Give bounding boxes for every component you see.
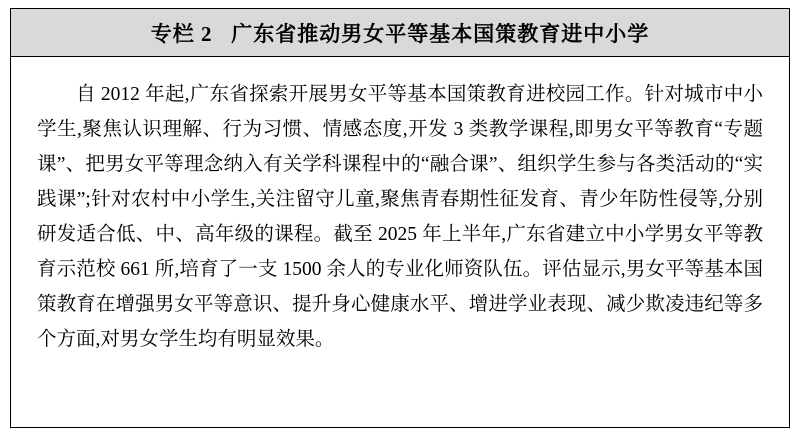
callout-box-body <box>11 57 789 427</box>
callout-box-header <box>11 9 789 57</box>
callout-box-title: 专栏 2 广东省推动男女平等基本国策教育进中小学 <box>150 21 650 46</box>
callout-box <box>10 8 790 428</box>
callout-box-paragraph: 自 2012 年起,广东省探索开展男女平等基本国策教育进校园工作。针对城市中小学生,聚焦认识理解、行为习惯、情感态度,开发 3 类教学课程,即男女平等教育“专题课”、把男女平等理念纳入有关学科课程中的“融合课”、组织学生参与各类活动的“实践课”;针对农村中小学生,关注留守儿童,聚焦青春期性征发育、青少年防性侵等,分别研发适合低、中、高年级的课程。截至 2025 年上半年,广东省建立中小学男女平等教育示范校 661 所,培育了一支 1500 余人的专业化师资队伍。评估显示,男女平等基本国策教育在增强男女平等意识、提升身心健康水平、增进学业表现、减少欺凌违纪等多个方面,对男女学生均有明显效果。 <box>37 84 763 350</box>
